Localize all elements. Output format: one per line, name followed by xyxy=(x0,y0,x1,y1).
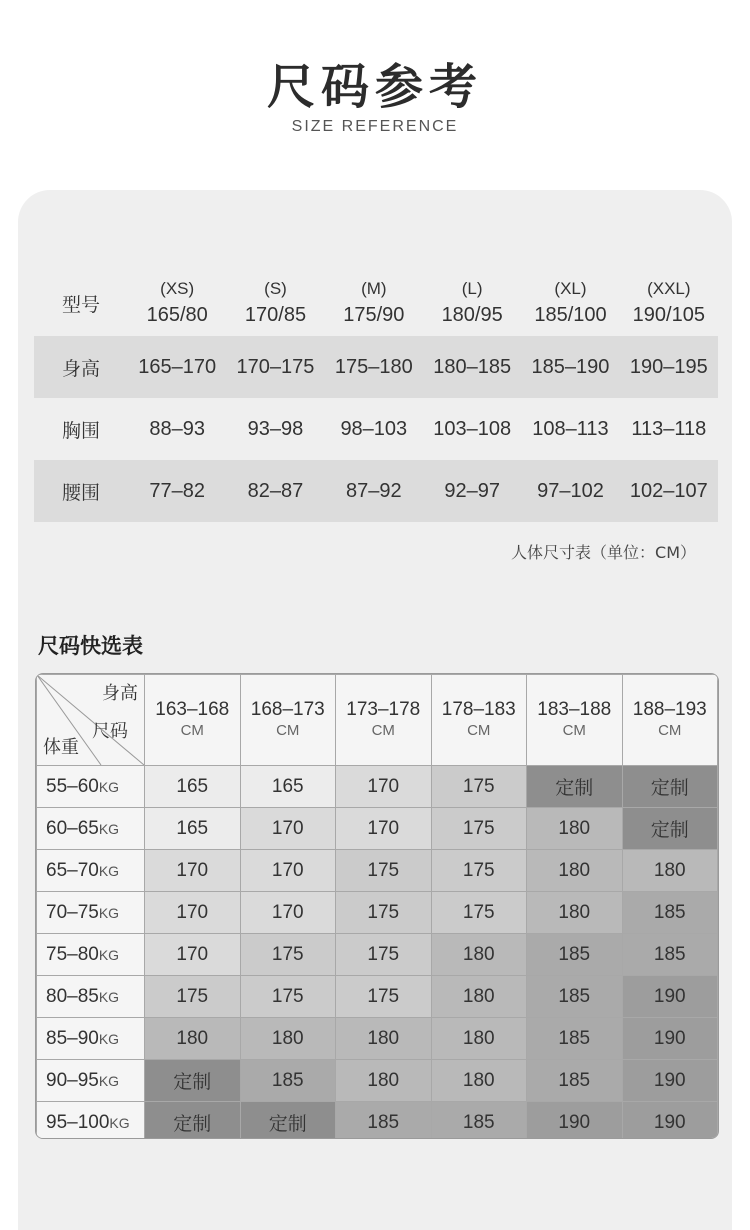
height-cell: 185–190 xyxy=(531,355,610,378)
height-range-header: 178–183 CM xyxy=(431,675,527,766)
size-cell: 180 xyxy=(431,1060,527,1102)
table-row xyxy=(37,850,718,892)
quick-select-title: 尺码快选表 xyxy=(38,634,143,658)
size-cell: 定制 xyxy=(622,766,718,808)
weight-range-cell: 85–90KG xyxy=(37,1018,145,1060)
chest-cell: 108–113 xyxy=(532,417,609,440)
size-cell: 190 xyxy=(622,976,718,1018)
page-title: 尺码参考 xyxy=(266,59,483,115)
table-row xyxy=(37,976,718,1018)
body-size-table xyxy=(34,270,718,522)
size-cell: 180 xyxy=(336,1018,432,1060)
height-range-header: 188–193 CM xyxy=(622,675,718,766)
size-cell: 定制 xyxy=(145,1102,241,1140)
height-cell: 180–185 xyxy=(433,355,512,378)
size-header-xxl: (XXL) 190/105 xyxy=(632,279,705,326)
chest-cell: 98–103 xyxy=(340,417,408,440)
chest-cell: 113–118 xyxy=(631,417,707,440)
size-cell: 180 xyxy=(431,934,527,976)
size-cell: 170 xyxy=(145,934,241,976)
size-cell: 180 xyxy=(527,892,623,934)
size-cell: 180 xyxy=(336,1060,432,1102)
corner-label-size: 尺码 xyxy=(92,721,128,741)
height-range-header: 183–188 CM xyxy=(527,675,623,766)
chest-cell: 88–93 xyxy=(149,417,205,440)
waist-cell: 82–87 xyxy=(247,479,304,502)
size-cell: 185 xyxy=(240,1060,336,1102)
size-cell: 175 xyxy=(431,808,527,850)
row-label-height: 身高 xyxy=(61,357,100,380)
quick-select-header-row xyxy=(37,675,718,766)
size-cell: 定制 xyxy=(145,1060,241,1102)
size-cell: 180 xyxy=(431,976,527,1018)
size-cell: 170 xyxy=(240,850,336,892)
size-cell: 175 xyxy=(431,850,527,892)
chest-row xyxy=(34,398,718,460)
size-cell: 170 xyxy=(145,850,241,892)
weight-range-cell: 60–65KG xyxy=(37,808,145,850)
height-cell: 170–175 xyxy=(236,355,315,378)
height-cell: 165–170 xyxy=(138,355,217,378)
weight-range-cell: 95–100KG xyxy=(37,1102,145,1140)
size-cell: 190 xyxy=(622,1102,718,1140)
size-header-m: (M) 175/90 xyxy=(343,279,405,326)
size-cell: 185 xyxy=(527,1060,623,1102)
row-label-waist: 腰围 xyxy=(61,481,100,504)
weight-range-cell: 75–80KG xyxy=(37,934,145,976)
size-cell: 定制 xyxy=(527,766,623,808)
size-cell: 185 xyxy=(431,1102,527,1140)
size-cell: 175 xyxy=(336,892,432,934)
height-range-header: 163–168 CM xyxy=(145,675,241,766)
weight-range-cell: 55–60KG xyxy=(37,766,145,808)
height-range-header: 173–178 CM xyxy=(336,675,432,766)
size-cell: 190 xyxy=(527,1102,623,1140)
size-cell: 175 xyxy=(336,850,432,892)
size-cell: 185 xyxy=(527,934,623,976)
row-label-chest: 胸围 xyxy=(61,419,100,442)
size-cell: 170 xyxy=(240,892,336,934)
size-cell: 165 xyxy=(145,766,241,808)
size-cell: 185 xyxy=(622,892,718,934)
height-cell: 175–180 xyxy=(334,355,413,378)
waist-cell: 97–102 xyxy=(537,479,604,502)
table-corner xyxy=(37,675,145,766)
size-cell: 170 xyxy=(145,892,241,934)
size-cell: 定制 xyxy=(240,1102,336,1140)
waist-cell: 87–92 xyxy=(346,479,402,502)
corner-label-height: 身高 xyxy=(102,683,138,703)
quick-select-table xyxy=(35,673,719,1139)
page-subtitle: SIZE REFERENCE xyxy=(291,118,459,135)
size-cell: 165 xyxy=(240,766,336,808)
size-cell: 175 xyxy=(431,892,527,934)
weight-range-cell: 70–75KG xyxy=(37,892,145,934)
size-cell: 定制 xyxy=(622,808,718,850)
size-cell: 175 xyxy=(431,766,527,808)
size-cell: 185 xyxy=(527,976,623,1018)
table-row xyxy=(37,1102,718,1140)
size-cell: 175 xyxy=(240,934,336,976)
table-row xyxy=(37,1018,718,1060)
table-row xyxy=(37,808,718,850)
size-cell: 175 xyxy=(336,976,432,1018)
size-cell: 185 xyxy=(527,1018,623,1060)
waist-cell: 92–97 xyxy=(444,479,500,502)
size-header-xs: (XS) 165/80 xyxy=(146,279,208,326)
table-row xyxy=(37,1060,718,1102)
size-cell: 185 xyxy=(336,1102,432,1140)
size-cell: 170 xyxy=(240,808,336,850)
size-cell: 180 xyxy=(145,1018,241,1060)
size-cell: 165 xyxy=(145,808,241,850)
size-header-s: (S) 170/85 xyxy=(244,279,307,326)
weight-range-cell: 90–95KG xyxy=(37,1060,145,1102)
table-row xyxy=(37,934,718,976)
weight-range-cell: 65–70KG xyxy=(37,850,145,892)
row-label-model: 型号 xyxy=(61,293,100,316)
size-cell: 190 xyxy=(622,1018,718,1060)
height-range-header: 168–173 CM xyxy=(240,675,336,766)
waist-cell: 77–82 xyxy=(149,479,205,502)
size-cell: 175 xyxy=(145,976,241,1018)
waist-row xyxy=(34,460,718,522)
size-cell: 180 xyxy=(622,850,718,892)
chest-cell: 93–98 xyxy=(247,417,304,440)
size-cell: 175 xyxy=(336,934,432,976)
waist-cell: 102–107 xyxy=(629,479,708,502)
size-cell: 180 xyxy=(431,1018,527,1060)
size-cell: 190 xyxy=(622,1060,718,1102)
size-cell: 170 xyxy=(336,808,432,850)
size-cell: 175 xyxy=(240,976,336,1018)
size-cell: 180 xyxy=(240,1018,336,1060)
chest-cell: 103–108 xyxy=(433,417,512,440)
size-cell: 180 xyxy=(527,808,623,850)
size-header-l: (L) 180/95 xyxy=(441,279,503,326)
model-row xyxy=(34,270,718,336)
size-cell: 170 xyxy=(336,766,432,808)
height-cell: 190–195 xyxy=(629,355,708,378)
unit-note: 人体尺寸表（单位：CM） xyxy=(511,543,696,562)
table-row xyxy=(37,892,718,934)
height-row xyxy=(34,336,718,398)
weight-range-cell: 80–85KG xyxy=(37,976,145,1018)
size-cell: 180 xyxy=(527,850,623,892)
size-cell: 185 xyxy=(622,934,718,976)
size-header-xl: (XL) 185/100 xyxy=(534,279,607,326)
table-row xyxy=(37,766,718,808)
corner-label-weight: 体重 xyxy=(43,737,79,757)
